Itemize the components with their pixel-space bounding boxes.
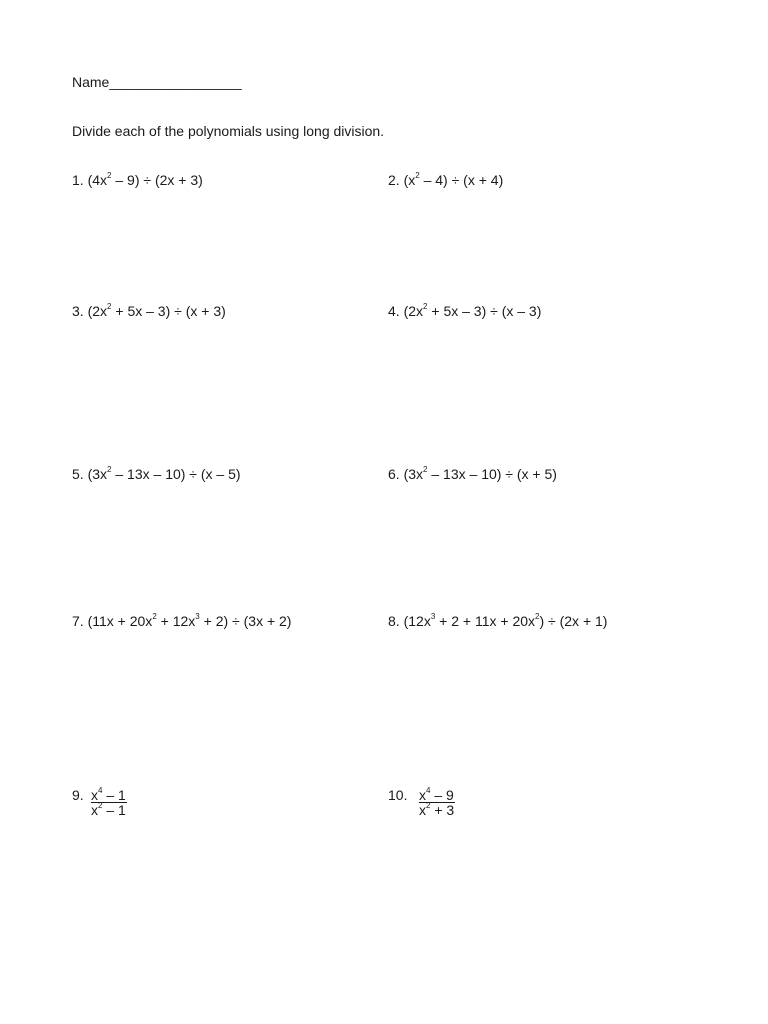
fraction-expression [419, 788, 455, 818]
problem-number: 5. [72, 466, 84, 482]
fraction-numerator: $x^4 - 9$ [419, 786, 454, 803]
problem-6 [388, 466, 557, 482]
problem-number: 4. [388, 303, 400, 319]
problem-expression: $(3x^2 - 13x - 10) \div (x + 5)$ [403, 465, 557, 482]
fraction-expression [91, 788, 127, 818]
problem-number: 7. [72, 613, 84, 629]
problem-number: 8. [388, 613, 400, 629]
problem-expression: $(x^2 - 4) \div (x + 4)$ [403, 171, 504, 188]
problem-3 [72, 303, 226, 319]
fraction-denominator: $x^2 - 1$ [91, 801, 126, 818]
name-field-label: Name_________________ [72, 74, 242, 90]
problem-number: 3. [72, 303, 84, 319]
problem-expression: $(3x^2 - 13x - 10) \div (x - 5)$ [87, 465, 241, 482]
instructions: Divide each of the polynomials using long division. [72, 123, 385, 139]
problem-number: 9. [72, 787, 84, 803]
problem-10 [388, 788, 455, 818]
problem-9 [72, 788, 127, 818]
fraction-denominator: $x^2 + 3$ [419, 801, 455, 818]
problem-expression: $(2x^2 + 5x - 3) \div (x - 3)$ [403, 302, 542, 319]
problem-4 [388, 303, 541, 319]
problem-number: 10. [388, 787, 408, 803]
problem-number: 1. [72, 172, 84, 188]
problem-2 [388, 172, 503, 188]
problem-number: 6. [388, 466, 400, 482]
problem-7 [72, 613, 291, 629]
problem-8 [388, 613, 607, 629]
problem-number: 2. [388, 172, 400, 188]
problem-expression: $(2x^2 + 5x - 3) \div (x + 3)$ [87, 302, 226, 319]
problem-expression: $(4x^2 - 9) \div (2x + 3)$ [87, 171, 203, 188]
problem-expression: $(11x + 20x^2 + 12x^3 + 2) \div (3x + 2)$ [87, 612, 292, 629]
problem-expression: $(12x^3 + 2 + 11x + 20x^2) \div (2x + 1)$ [403, 612, 608, 629]
problem-5 [72, 466, 241, 482]
fraction-numerator: $x^4 - 1$ [91, 786, 126, 803]
problem-1 [72, 172, 203, 188]
